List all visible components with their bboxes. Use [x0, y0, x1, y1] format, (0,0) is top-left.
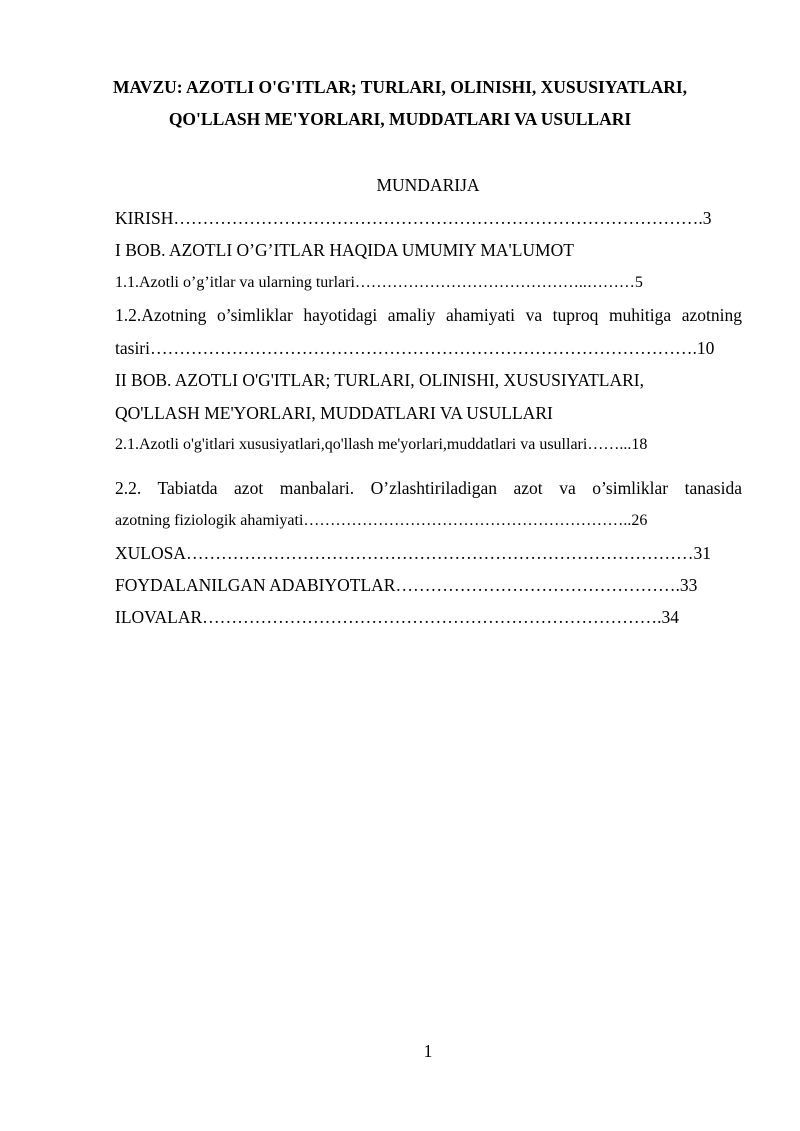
toc-entry-adabiyotlar: FOYDALANILGAN ADABIYOTLAR………………………………………….33 [115, 575, 698, 595]
toc-entry-xulosa: XULOSA……………………………………………………………………………31 [115, 543, 711, 563]
document-title-line-2: QO'LLASH ME'YORLARI, MUDDATLARI VA USULLARI [168, 109, 632, 129]
toc-entry-kirish: KIRISH……………………………………………………………………………….3 [115, 208, 712, 228]
toc-entry-1-2-line-2: tasiri………………………………………………………………………………….10 [115, 338, 715, 358]
document-title-line-1: MAVZU: AZOTLI O'G'ITLAR; TURLARI, OLINISHI, XUSUSIYATLARI, [112, 77, 688, 97]
toc-heading: MUNDARIJA [376, 175, 480, 195]
toc-chapter-2-line-2: QO'LLASH ME'YORLARI, MUDDATLARI VA USULLARI [115, 403, 553, 423]
toc-entry-ilovalar: ILOVALAR…………………………………………………………………….34 [115, 607, 680, 627]
toc-entry-1-1: 1.1.Azotli o’g’itlar va ularning turlari……………………………………..………5 [115, 274, 643, 291]
page-number: 1 [423, 1041, 433, 1061]
toc-chapter-2-line-1: II BOB. AZOTLI O'G'ITLAR; TURLARI, OLINISHI, XUSUSIYATLARI, [115, 370, 645, 390]
toc-entry-1-2-line-1: 1.2.Azotning o’simliklar hayotidagi amaliy ahamiyati va tuproq muhitiga azotning [115, 305, 742, 325]
toc-chapter-1: I BOB. AZOTLI O’G’ITLAR HAQIDA UMUMIY MA'LUMOT [115, 240, 574, 260]
toc-entry-2-1: 2.1.Azotli o'g'itlari xususiyatlari,qo'llash me'yorlari,muddatlari va usullari……...18 [115, 436, 648, 453]
toc-entry-2-2-line-2: azotning fiziologik ahamiyati……………………………………………………..26 [115, 512, 648, 529]
toc-entry-2-2-line-1: 2.2. Tabiatda azot manbalari. O’zlashtiriladigan azot va o’simliklar tanasida [115, 478, 742, 498]
